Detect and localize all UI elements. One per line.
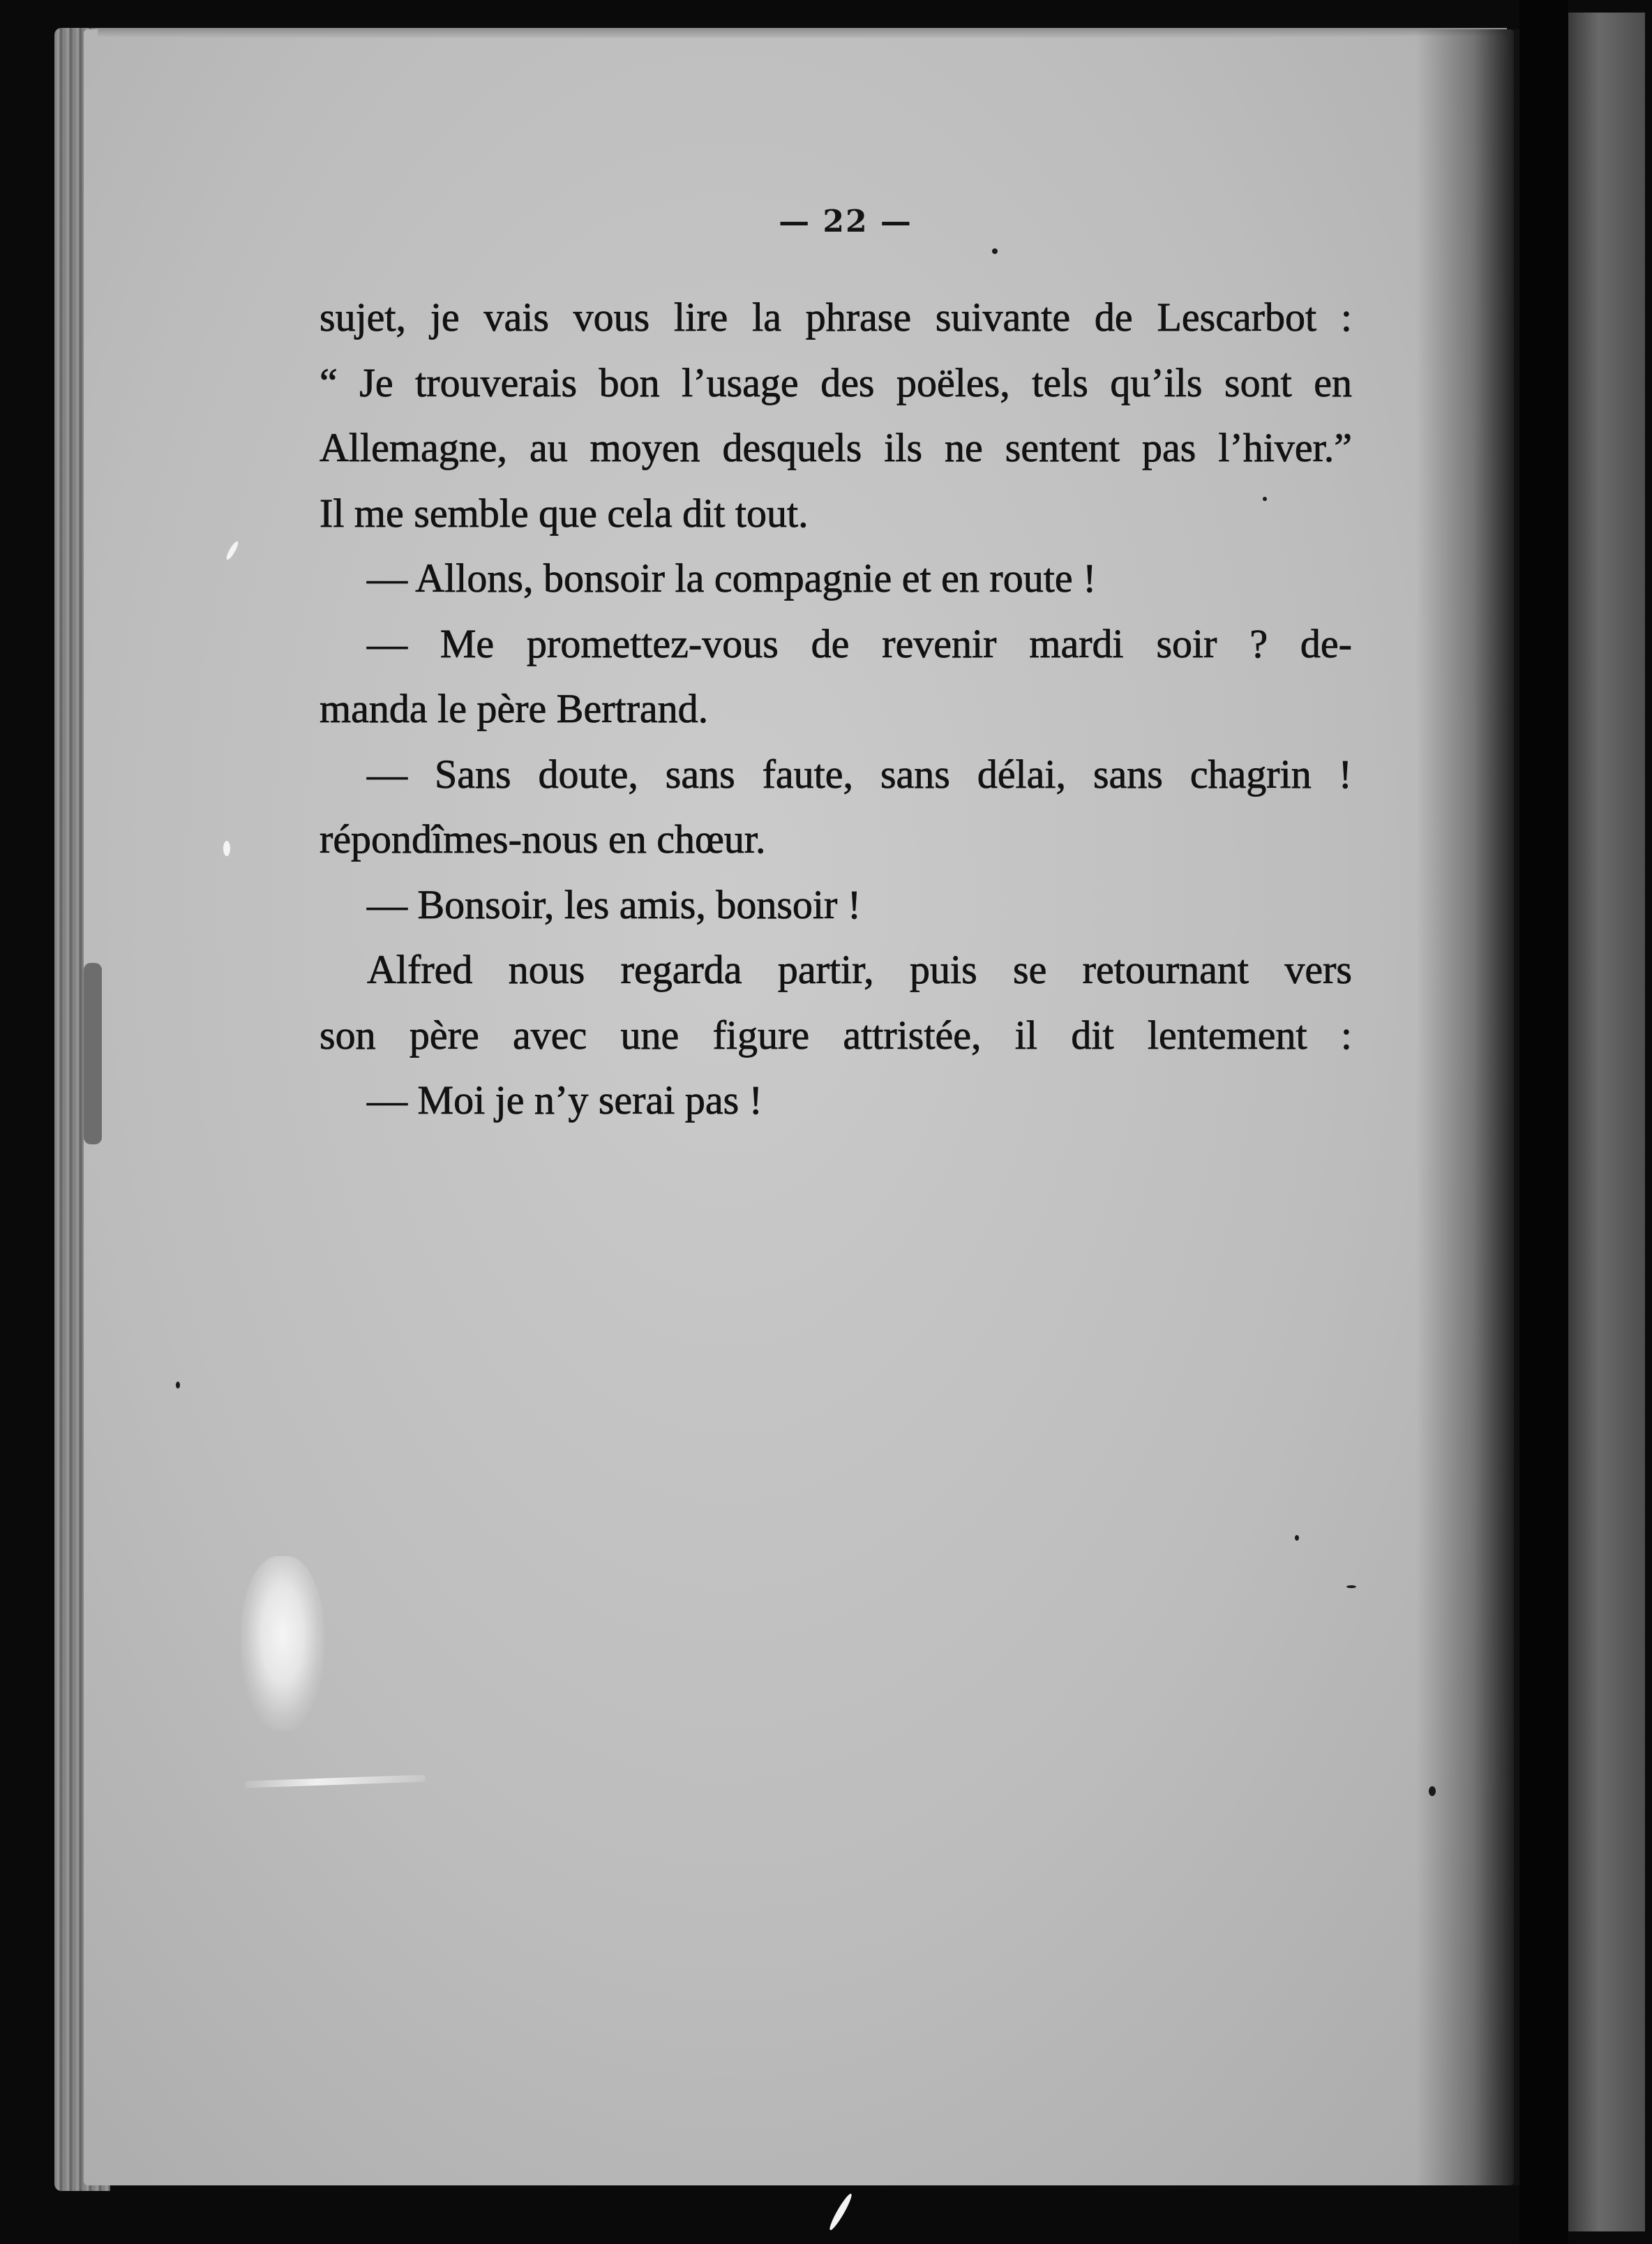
page-top-edge: [98, 28, 1507, 38]
gutter-shadow: [1416, 29, 1521, 2185]
margin-stain: [84, 963, 102, 1144]
text-line: son père avec une figure attristée, il dit lentement :: [320, 1012, 1352, 1058]
scan-speck: [223, 841, 230, 856]
scan-speck: [1295, 1535, 1299, 1541]
text-line: — Me promettez-vous de revenir mardi soir ? de-: [367, 620, 1352, 666]
text-line: Alfred nous regarda partir, puis se retournant vers: [367, 947, 1352, 992]
scan-speck: [176, 1382, 180, 1389]
facing-page-edge: [1568, 13, 1645, 2231]
book-spine: [1519, 0, 1568, 2244]
text-line: — Bonsoir, les amis, bonsoir !: [367, 881, 862, 927]
scan-speck: [1429, 1786, 1436, 1796]
text-line: répondîmes-nous en chœur.: [320, 816, 766, 862]
scan-blotch: [241, 1556, 324, 1730]
page-number: — 22 —: [779, 204, 913, 239]
scan-speck: [1346, 1585, 1356, 1588]
text-line: sujet, je vais vous lire la phrase suivante de Lescarbot :: [320, 294, 1352, 340]
text-line: Il me semble que cela dit tout.: [320, 490, 809, 536]
text-line: — Sans doute, sans faute, sans délai, sans chagrin !: [367, 751, 1352, 797]
text-line: — Allons, bonsoir la compagnie et en route !: [367, 555, 1097, 601]
text-line: manda le père Bertrand.: [320, 686, 709, 731]
scan-speck: [992, 248, 998, 254]
text-line: “ Je trouverais bon l’usage des poëles, tels qu’ils sont en: [320, 359, 1352, 405]
text-line: — Moi je n’y serai pas !: [367, 1077, 763, 1123]
page-body-text: [320, 285, 1352, 1133]
text-line: Allemagne, au moyen desquels ils ne sentent pas l’hiver.”: [320, 425, 1352, 470]
